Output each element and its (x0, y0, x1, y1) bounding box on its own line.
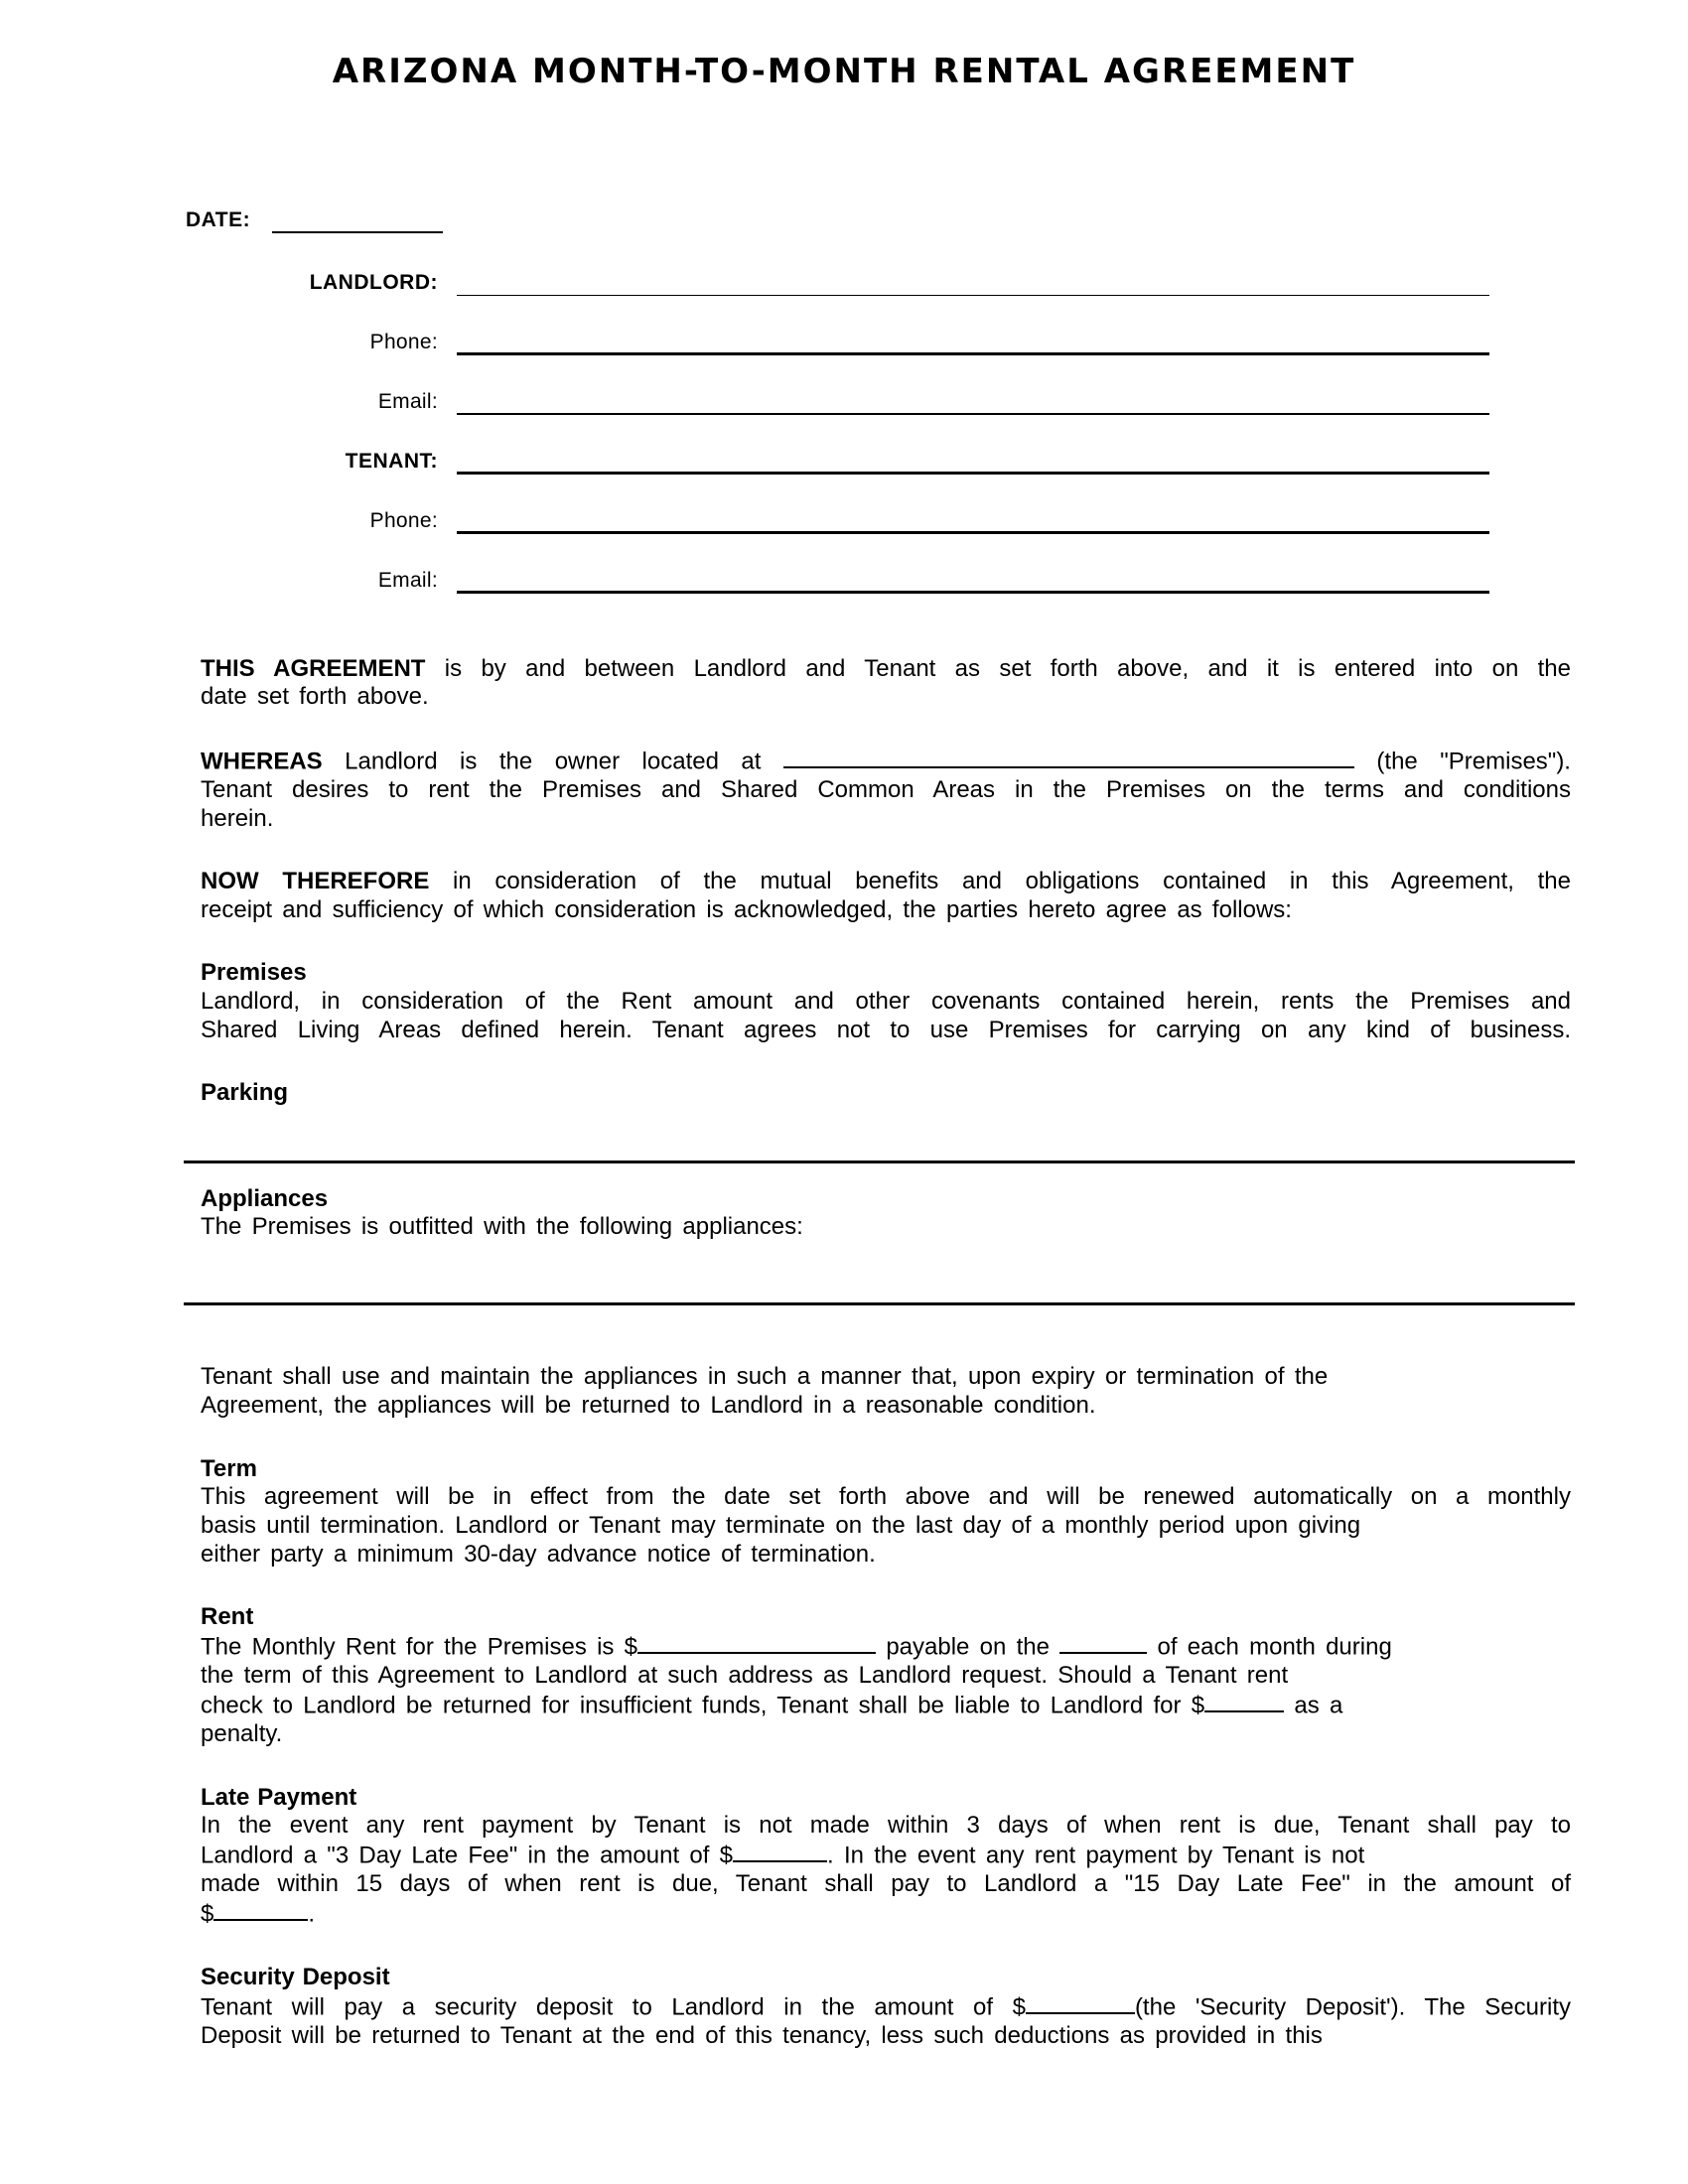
paragraph (201, 1213, 1571, 1242)
text-line: herein. (201, 804, 274, 832)
field-label: Email: (377, 389, 438, 413)
field-blank-line[interactable] (457, 571, 1489, 594)
contact-form (186, 206, 1489, 596)
field-blank-line[interactable] (457, 511, 1489, 534)
inline-blank-line[interactable] (1204, 1691, 1284, 1712)
paragraph (201, 655, 1571, 713)
text-line: NOW THEREFORE in consideration of the mutual benefits and obligations contained in this Agreement, the (201, 867, 1572, 894)
section-heading: Term (201, 1454, 257, 1482)
horizontal-rule (184, 1160, 1575, 1163)
inline-blank-line[interactable] (1026, 1992, 1135, 2014)
paragraph (201, 988, 1571, 1045)
document-body (201, 655, 1571, 2051)
date-blank-line[interactable] (272, 217, 443, 233)
field-blank-line[interactable] (457, 333, 1489, 355)
text-line: Tenant desires to rent the Premises and Shared Common Areas in the Premises on the terms and conditions (201, 775, 1571, 803)
text-line: WHEREAS Landlord is the owner located at (the "Premises"). (201, 748, 1571, 774)
text-line: date set forth above. (201, 683, 429, 711)
text-line: Landlord, in consideration of the Rent amount and other covenants contained herein, rents the Premises and (201, 987, 1571, 1015)
text-line: Landlord a "3 Day Late Fee" in the amount of $ . In the event any rent payment by Tenant is not (201, 1842, 1365, 1869)
field-label: Email: (377, 568, 438, 592)
text-line: In the event any rent payment by Tenant is not made within 3 days of when rent is due, Tenant shall pay to (201, 1812, 1571, 1840)
inline-blank-line[interactable] (1059, 1632, 1147, 1654)
document-title: ARIZONA MONTH-TO-MONTH RENTAL AGREEMENT (332, 52, 1356, 91)
text-line: basis until termination. Landlord or Tenant may terminate on the last day of a monthly period upon giving (201, 1512, 1361, 1540)
text-line: The Monthly Rent for the Premises is $ payable on the of each month during (201, 1633, 1392, 1661)
field-row (186, 388, 1489, 417)
paragraph (201, 1812, 1571, 1929)
field-row (186, 507, 1489, 536)
inline-blank-line[interactable] (213, 1899, 308, 1921)
section-heading: Late Payment (201, 1783, 357, 1811)
text-line: THIS AGREEMENT is by and between Landlord and Tenant as set forth above, and it is entered into on the (201, 654, 1571, 682)
horizontal-rule (184, 1302, 1575, 1305)
text-line: the term of this Agreement to Landlord at such address as Landlord request. Should a Tenant rent (201, 1662, 1289, 1690)
text-line: Tenant shall use and maintain the appliances in such a manner that, upon expiry or termination of the (201, 1363, 1329, 1391)
paragraph (201, 1363, 1571, 1421)
field-row (186, 567, 1489, 596)
field-blank-line[interactable] (457, 275, 1489, 296)
text-line: Deposit will be returned to Tenant at the end of this tenancy, less such deductions as provided in this (201, 2021, 1323, 2049)
field-blank-line[interactable] (457, 452, 1489, 475)
field-label: TENANT: (345, 449, 438, 473)
field-row (186, 269, 1489, 298)
section-heading: Premises (201, 958, 307, 986)
paragraph (201, 1992, 1571, 2051)
section-heading: Parking (201, 1078, 289, 1106)
date-row (186, 206, 1489, 235)
field-label: LANDLORD: (309, 270, 438, 294)
text-line: This agreement will be in effect from the date set forth above and will be renewed automatically on a monthly (201, 1483, 1571, 1511)
inline-blank-line[interactable] (733, 1841, 827, 1862)
paragraph (201, 747, 1571, 834)
text-line: either party a minimum 30-day advance notice of termination. (201, 1540, 876, 1568)
section-heading: Appliances (201, 1184, 329, 1212)
paragraph (201, 1632, 1571, 1749)
field-label: Phone: (369, 508, 438, 532)
paragraph (201, 868, 1571, 925)
text-line: Tenant will pay a security deposit to Landlord in the amount of $ (the 'Security Deposit'). The Security (201, 1992, 1571, 2020)
field-blank-line[interactable] (457, 393, 1489, 415)
field-label: Phone: (369, 330, 438, 353)
inline-blank-line[interactable] (637, 1632, 876, 1654)
text-line: made within 15 days of when rent is due, Tenant shall pay to Landlord a "15 Day Late Fee" in the amount of (201, 1870, 1571, 1898)
bold-run-in: WHEREAS (201, 748, 323, 774)
text-line: penalty. (201, 1720, 283, 1748)
text-line: The Premises is outfitted with the following appliances: (201, 1213, 803, 1241)
field-row (186, 448, 1489, 477)
text-line: Shared Living Areas defined herein. Tenant agrees not to use Premises for carrying on any kind of business. (201, 1016, 1571, 1043)
paragraph (201, 1483, 1571, 1569)
text-line: check to Landlord be returned for insufficient funds, Tenant shall be liable to Landlord for $ as a (201, 1692, 1343, 1719)
section-heading: Security Deposit (201, 1963, 390, 1990)
text-line: Agreement, the appliances will be returned to Landlord in a reasonable condition. (201, 1392, 1096, 1420)
text-line: receipt and sufficiency of which consideration is acknowledged, the parties hereto agree as follows: (201, 895, 1292, 923)
section-heading: Rent (201, 1603, 254, 1631)
bold-run-in: NOW THEREFORE (201, 867, 430, 894)
party-fields (186, 269, 1489, 596)
date-label: DATE: (186, 208, 251, 231)
bold-run-in: THIS AGREEMENT (201, 654, 426, 682)
field-row (186, 329, 1489, 357)
text-line: $ . (201, 1900, 316, 1928)
inline-blank-line[interactable] (783, 747, 1354, 768)
